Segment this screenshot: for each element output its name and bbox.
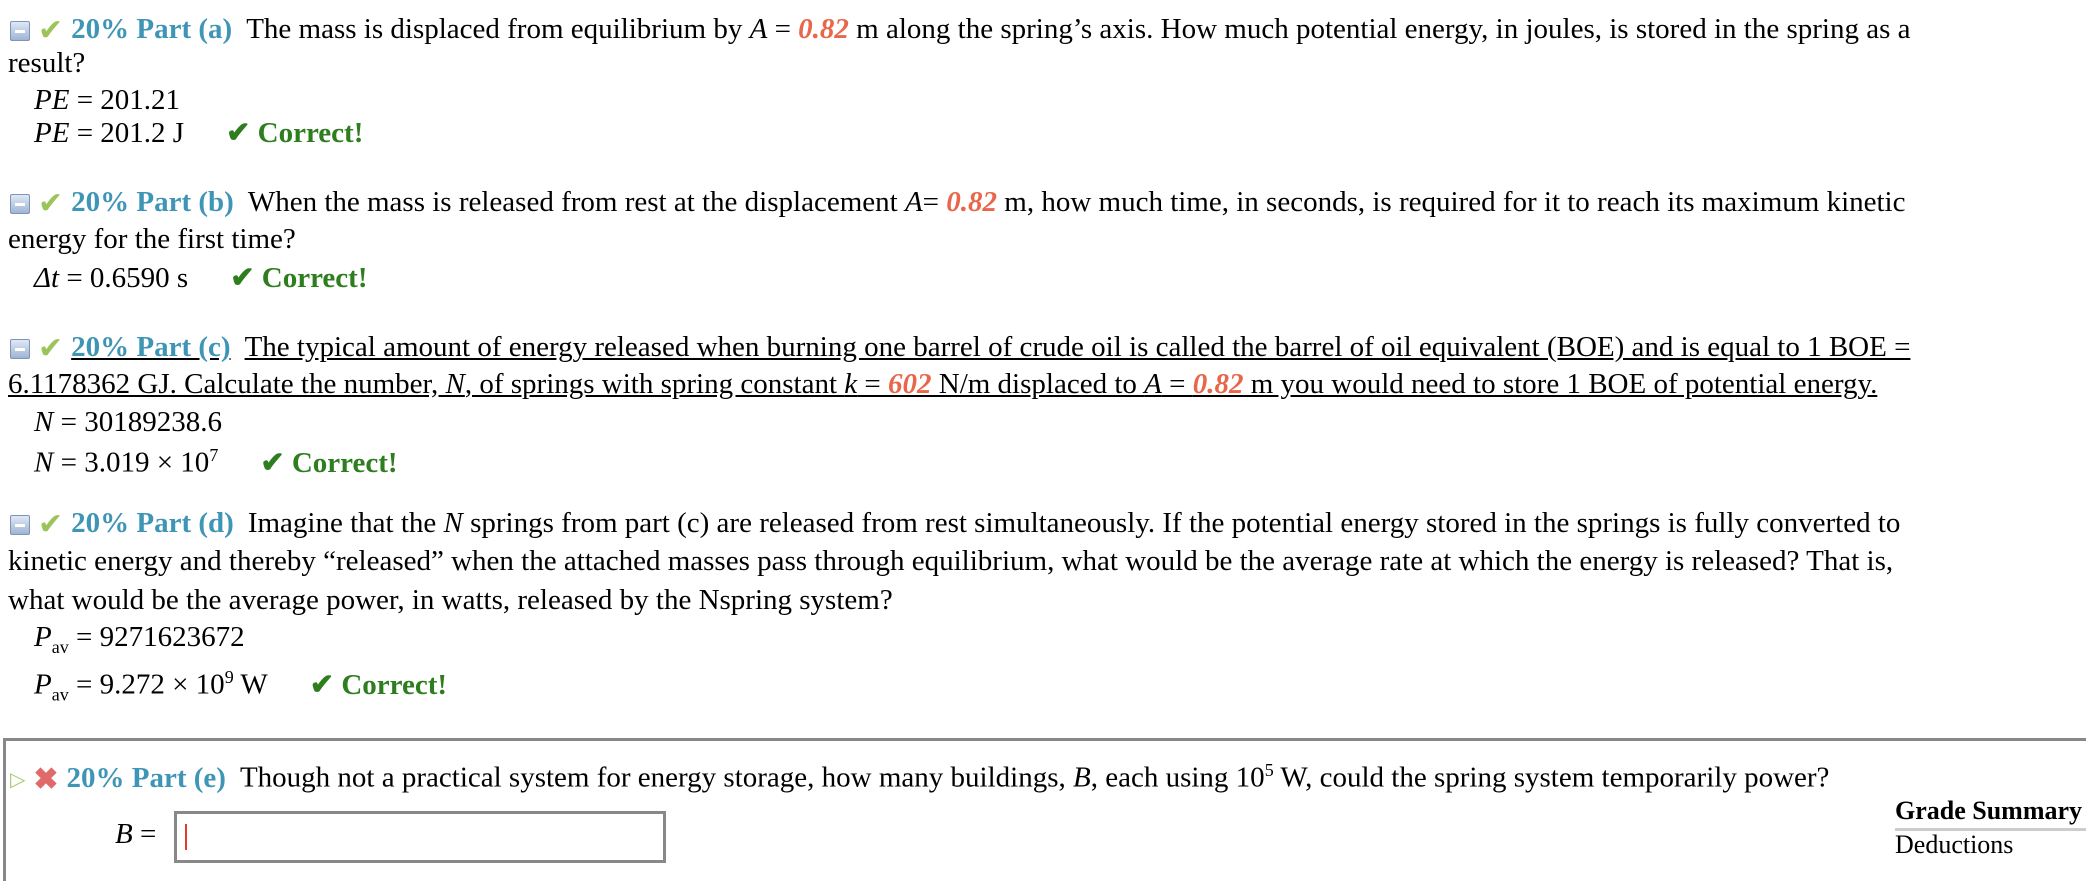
eq: = [132,818,157,850]
var: Δt [34,262,60,294]
question-text: energy for the first time? [8,223,296,255]
answer-2 [34,437,398,481]
value-k: 602 [888,368,932,400]
checkmark-icon: ✔ [38,332,64,366]
question-text: what would be the average power, in watts, released by the Nspring system? [8,584,893,616]
subscript: av [51,636,69,657]
part-b-header [10,184,1906,222]
text: , each using 10 [1090,761,1265,794]
var: N [34,446,54,479]
input-label [115,816,156,852]
text: 6.1178362 GJ. Calculate the number, [8,368,446,400]
text: Imagine that the [247,507,444,539]
value-a: 0.82 [946,186,998,218]
part-a-title: 20% Part (a) [71,13,233,45]
answer-1 [34,82,180,118]
text-caret [185,824,187,850]
answer-value: = 0.6590 s [59,262,189,294]
checkmark-icon: ✔ [38,187,64,221]
subscript: av [51,684,69,705]
part-c-title: 20% Part (c) [71,331,231,363]
collapse-icon[interactable] [10,194,30,214]
var: A [904,186,923,218]
var: P [34,668,52,701]
question-text: kinetic energy and thereby “released” when the attached masses pass through equilibrium, what would be the average rate at which the energy is released? That is, [8,545,1894,577]
question-text: m, how much time, in seconds, is required for it to reach its maximum kinetic [997,186,1906,218]
var: N [445,368,465,400]
var: PE [34,117,70,149]
part-b-title: 20% Part (b) [71,186,234,218]
value-a: 0.82 [798,13,849,45]
collapse-icon[interactable] [10,515,30,535]
var: A [1144,368,1162,400]
exponent: 5 [1264,760,1274,780]
question-text: The mass is displaced from equilibrium by [246,13,750,45]
answer-value: = 9.272 × 10 [68,668,225,701]
correct-status: ✔ Correct! [260,446,398,479]
question-text: result? [8,47,86,79]
part-d-header [10,505,1900,543]
incorrect-x-icon: ✖ [33,763,59,796]
correct-status: ✔ Correct! [230,262,368,294]
collapse-icon[interactable] [10,21,30,41]
value-a: 0.82 [1192,368,1244,400]
question-text: When the mass is released from rest at the displacement [247,186,905,218]
answer-value: = 201.2 J [69,117,185,149]
answer-value: = 201.21 [69,84,181,116]
eq: = [1161,368,1193,400]
part-c-header [10,329,1910,367]
unit: W [233,668,268,701]
answer-value: = 3.019 × 10 [53,446,210,479]
var: N [443,507,463,539]
text: N/m displaced to [931,368,1145,400]
correct-status: ✔ Correct! [309,668,448,701]
text: , of springs with spring constant [464,368,845,400]
text: m you would need to store 1 BOE of potential energy. [1243,368,1878,400]
text: Though not a practical system for energy storage, how many buildings, [239,761,1073,794]
answer-value: = 30189238.6 [53,406,222,438]
var: B [115,818,133,850]
var: k [844,368,858,400]
answer-1 [34,619,245,665]
text: W, could the spring system temporarily power? [1273,761,1830,794]
answer-b-input[interactable] [174,811,666,863]
exponent: 7 [209,445,219,465]
grade-summary-title: Grade Summary [1895,796,2086,831]
exponent: 9 [224,667,234,687]
question-text: m along the spring’s axis. How much potential energy, in joules, is stored in the spring as a [848,13,1911,45]
var: A [749,13,768,45]
answer-1 [34,260,368,296]
eq: = [857,368,888,400]
var: N [34,406,54,438]
answer-1 [34,404,222,440]
var: PE [34,84,70,116]
answer-2 [34,659,447,712]
collapse-icon[interactable] [10,339,30,359]
deductions-label: Deductions [1895,830,2014,859]
answer-2 [34,115,363,151]
question-line-2 [8,366,1877,402]
part-e-header [10,752,1829,798]
text: springs from part (c) are released from rest simultaneously. If the potential energy stored in the springs is fully converted to [462,507,1901,539]
correct-status: ✔ Correct! [226,117,364,149]
eq: = [767,13,799,45]
var: P [34,621,52,653]
expand-arrow-icon[interactable]: ▷ [10,769,26,791]
eq: = [922,186,947,218]
question-text: The typical amount of energy released when burning one barrel of crude oil is called the barrel of oil equivalent (BOE) and is equal to 1 BOE = [244,331,1911,363]
var: B [1073,761,1091,794]
part-e-title: 20% Part (e) [66,761,226,794]
answer-value: = 9271623672 [68,621,245,653]
checkmark-icon: ✔ [38,14,64,48]
checkmark-icon: ✔ [38,508,64,542]
part-a-header [10,11,1910,49]
part-d-title: 20% Part (d) [71,507,234,539]
